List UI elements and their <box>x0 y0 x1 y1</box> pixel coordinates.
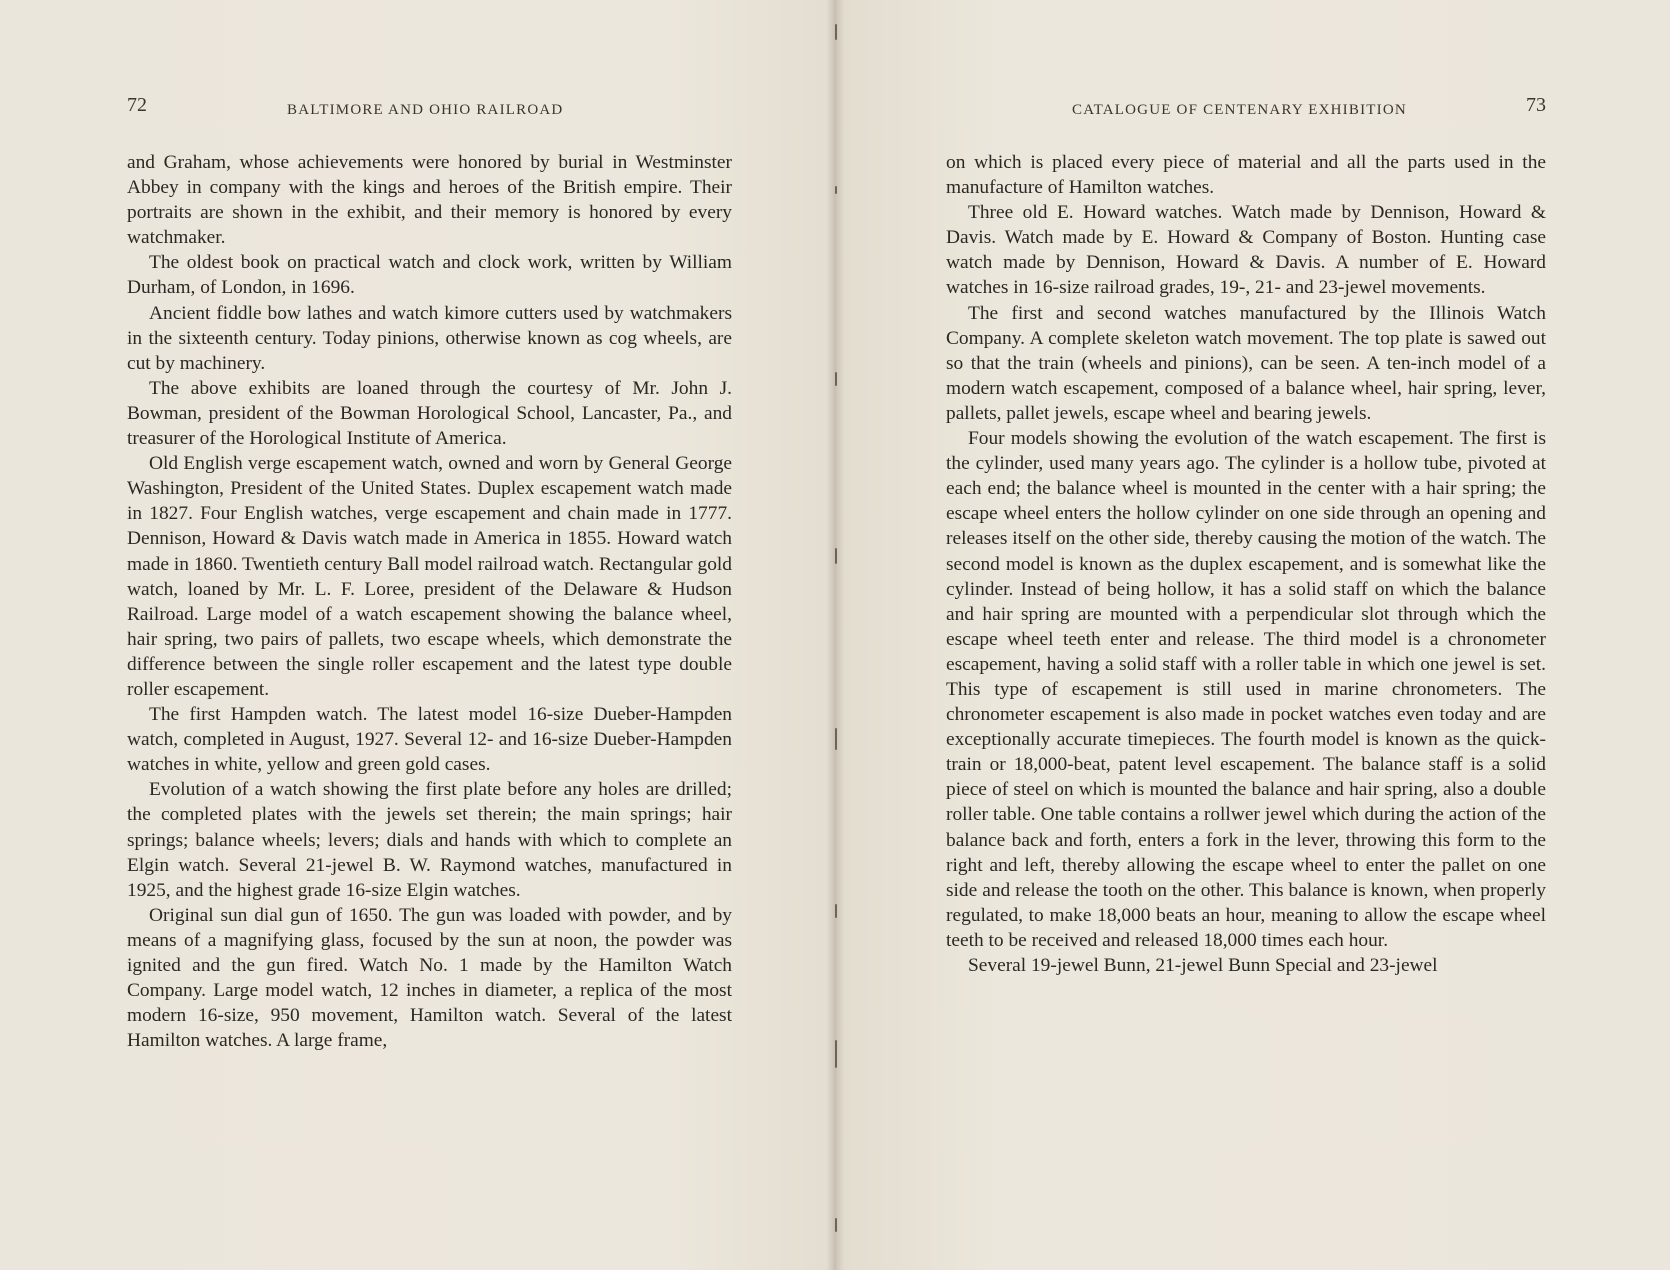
running-head <box>127 94 732 128</box>
binding-stitch <box>835 372 837 386</box>
paragraph: Evolution of a watch showing the first plate before any holes are drilled; the completed plates with the jewels set therein; the main springs; hair springs; balance wheels; levers; dials and hands with which to complete an Elgin watch. Several 21-jewel B. W. Raymond watches, manufactured in 1925, and the highest grade 16-size Elgin watches. <box>127 779 732 901</box>
paragraph: The first and second watches manufactured by the Illinois Watch Company. A complete skeleton watch movement. The top plate is sawed out so that the train (wheels and pinions), can be seen. A ten-inch model of a modern watch escapement, composed of a balance wheel, hair spring, lever, pallets, pallet jewels, escape wheel and bearing jewels. <box>946 302 1546 424</box>
paragraph: Four models showing the evolution of the watch escapement. The first is the cylinder, used many years ago. The cylinder is a hollow tube, pivoted at each end; the balance wheel is mounted in the center with a hair spring; the escape wheel enters the hollow cylinder on one side through an opening and releases itself on the other side, thereby causing the motion of the watch. The second model is known as the duplex escapement, and is somewhat like the cylinder. Instead of being hollow, it has a solid staff on which the balance and hair spring are mounted with a perpendicular slot through which the escape wheel teeth enter and release. The third model is a chronometer escapement, having a solid staff with a roller table in which one jewel is set. This type of escapement is still used in marine chronometers. The chronometer escapement is also made in pocket watches even today and are exceptionally accurate timepieces. The fourth model is known as the quick-train or 18,000-beat, patent level escapement. The balance staff is a solid piece of steel on which is mounted the balance and hair spring, also a double roller table. One table contains a rollwer jewel which during the action of the balance back and forth, enters a fork in the lever, throwing this form to the right and left, thereby allowing the escape wheel to enter the pallet on one side and release the tooth on the other. This balance is known, when properly regulated, to make 18,000 beats an hour, meaning to allow the escape wheel teeth to be received and released 18,000 times each hour. <box>946 428 1546 951</box>
running-head-title: BALTIMORE AND OHIO RAILROAD <box>287 102 564 118</box>
binding-stitch <box>835 1040 837 1068</box>
paragraph: The oldest book on practical watch and clock work, written by William Durham, of London, in 1696. <box>127 252 732 299</box>
binding-stitch <box>835 728 837 750</box>
paragraph: and Graham, whose achievements were honored by burial in Westminster Abbey in company with the kings and heroes of the British empire. Their portraits are shown in the exhibit, and their memory is honored by every watchmaker. <box>127 152 732 249</box>
paragraph: on which is placed every piece of material and all the parts used in the manufacture of Hamilton watches. <box>946 152 1546 199</box>
page-number: 73 <box>1526 94 1546 116</box>
right-page <box>946 0 1546 1270</box>
paragraph: Several 19-jewel Bunn, 21-jewel Bunn Special and 23-jewel <box>968 955 1438 976</box>
running-head-title: CATALOGUE OF CENTENARY EXHIBITION <box>1072 102 1407 118</box>
binding-stitch <box>835 904 837 918</box>
paragraph: Ancient fiddle bow lathes and watch kimore cutters used by watchmakers in the sixteenth century. Today pinions, otherwise known as cog wheels, are cut by machinery. <box>127 302 732 374</box>
left-page <box>127 0 732 1270</box>
running-head <box>946 94 1546 128</box>
paragraph: Original sun dial gun of 1650. The gun was loaded with powder, and by means of a magnifying glass, focused by the sun at noon, the powder was ignited and the gun fired. Watch No. 1 made by the Hamilton Watch Company. Large model watch, 12 inches in diameter, a replica of the most modern 16-size, 950 movement, Hamilton watch. Several of the latest Hamilton watches. A large frame, <box>127 904 732 1052</box>
binding-stitch <box>835 1218 837 1232</box>
binding-stitch <box>835 186 837 194</box>
paragraph: Old English verge escapement watch, owned and worn by General George Washington, President of the United States. Duplex escapement watch made in 1827. Four English watches, verge escapement and chain made in 1777. Dennison, Howard & Davis watch made in America in 1855. Howard watch made in 1860. Twentieth century Ball model railroad watch. Rectangular gold watch, loaned by Mr. L. F. Loree, president of the Delaware & Hudson Railroad. Large model of a watch escapement showing the balance wheel, hair spring, two pairs of pallets, two escape wheels, which demonstrate the difference between the single roller escapement and the latest type double roller escapement. <box>127 453 732 700</box>
paragraph: The above exhibits are loaned through the courtesy of Mr. John J. Bowman, president of the Bowman Horological School, Lancaster, Pa., and treasurer of the Horological Institute of America. <box>127 377 732 450</box>
binding-stitch <box>835 24 837 40</box>
binding-stitch <box>835 548 837 564</box>
paragraph: Three old E. Howard watches. Watch made by Dennison, Howard & Davis. Watch made by E. Howard & Company of Boston. Hunting case watch made by Dennison, Howard & Davis. A number of E. Howard watches in 16-size railroad grades, 19-, 21- and 23-jewel movements. <box>946 202 1546 299</box>
body-text <box>946 150 1546 978</box>
paragraph: The first Hampden watch. The latest model 16-size Dueber-Hampden watch, completed in August, 1927. Several 12- and 16-size Dueber-Hampden watches in white, yellow and green gold cases. <box>127 704 732 776</box>
page-number: 72 <box>127 94 147 116</box>
body-text <box>127 150 732 1053</box>
